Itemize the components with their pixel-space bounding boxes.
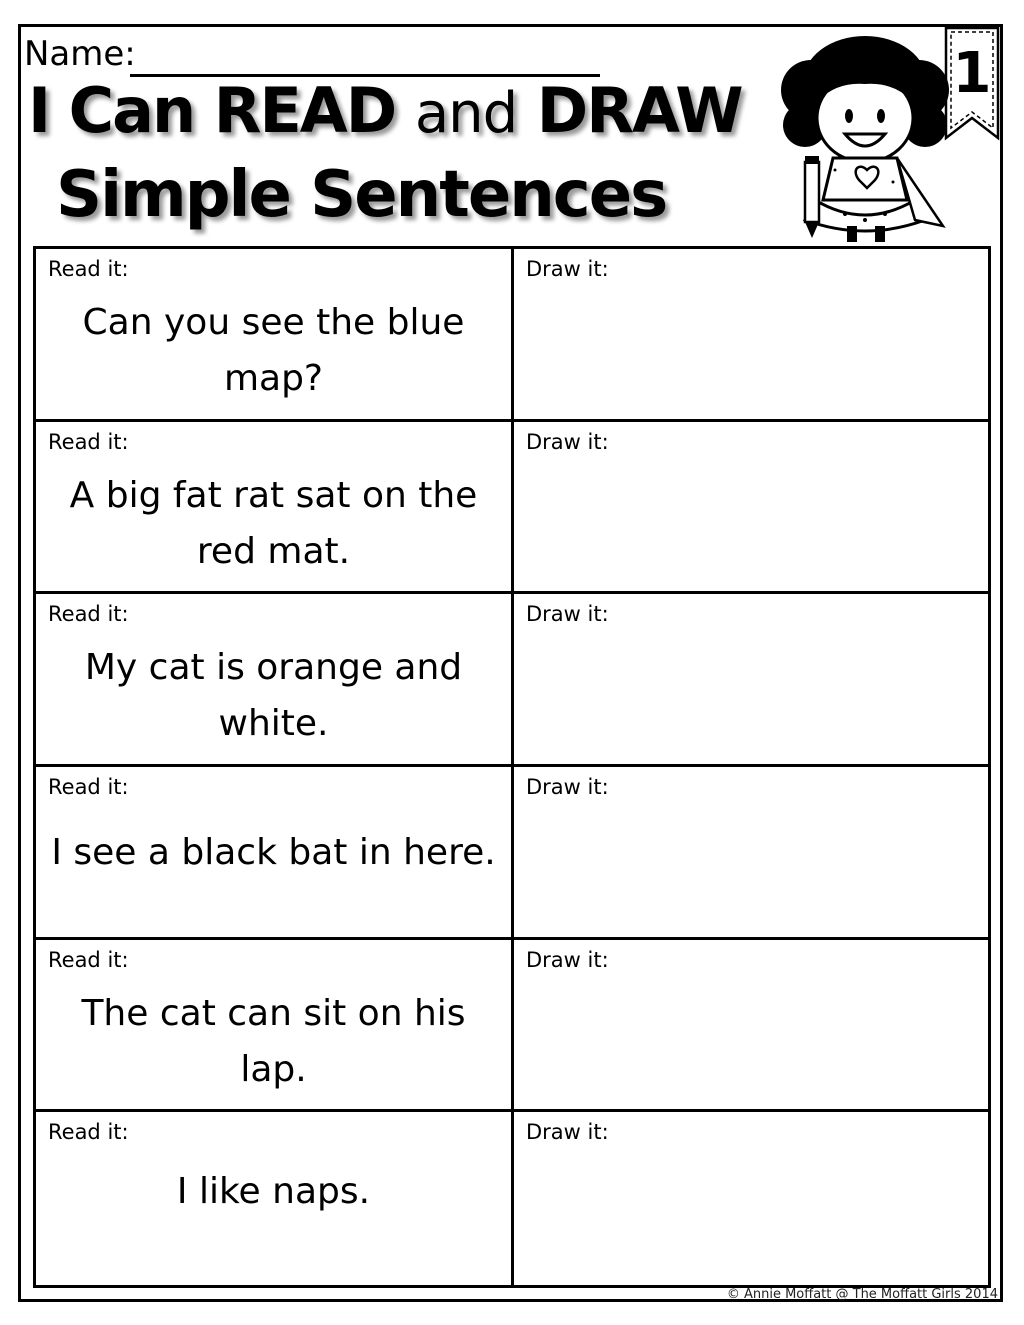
read-label: Read it: xyxy=(48,429,129,454)
draw-cell[interactable] xyxy=(514,249,988,422)
page-subtitle: Simple Sentences xyxy=(56,158,667,232)
read-label: Read it: xyxy=(48,602,129,627)
read-draw-table xyxy=(33,246,991,1288)
read-cell xyxy=(36,594,514,767)
copyright-footer: © Annie Moffatt @ The Moffatt Girls 2014 xyxy=(726,1287,998,1302)
read-cell xyxy=(36,249,514,422)
girl-illustration-icon xyxy=(775,30,955,245)
draw-label: Draw it: xyxy=(526,429,609,454)
read-label: Read it: xyxy=(48,257,129,281)
read-label: Read it: xyxy=(48,775,129,799)
read-cell xyxy=(36,1112,514,1285)
sentence-text: I see a black bat in here. xyxy=(51,832,496,873)
title-part2: DRAW xyxy=(517,74,742,147)
title-part1: I Can READ xyxy=(28,74,415,147)
draw-cell[interactable] xyxy=(514,422,988,595)
page-title xyxy=(28,74,742,147)
read-cell xyxy=(36,940,514,1113)
draw-cell[interactable] xyxy=(514,940,988,1113)
ribbon-number: 1 xyxy=(952,41,992,106)
sentence-text: My cat is orange and white. xyxy=(84,647,463,745)
draw-cell[interactable] xyxy=(514,767,988,940)
draw-label: Draw it: xyxy=(526,775,609,799)
draw-label: Draw it: xyxy=(526,947,609,972)
name-label: Name: xyxy=(24,34,136,74)
read-label: Read it: xyxy=(48,1120,129,1145)
read-cell xyxy=(36,422,514,595)
sentence-text: The cat can sit on his lap. xyxy=(81,992,466,1090)
draw-cell[interactable] xyxy=(514,1112,988,1285)
draw-label: Draw it: xyxy=(526,1120,609,1145)
sentence-text: A big fat rat sat on the red mat. xyxy=(69,474,478,572)
read-label: Read it: xyxy=(48,947,129,972)
title-and: and xyxy=(414,81,518,146)
draw-label: Draw it: xyxy=(526,602,609,627)
sentence-text: Can you see the blue map? xyxy=(82,302,465,399)
sentence-text: I like naps. xyxy=(176,1171,371,1213)
read-cell xyxy=(36,767,514,940)
draw-cell[interactable] xyxy=(514,594,988,767)
draw-label: Draw it: xyxy=(526,257,609,281)
